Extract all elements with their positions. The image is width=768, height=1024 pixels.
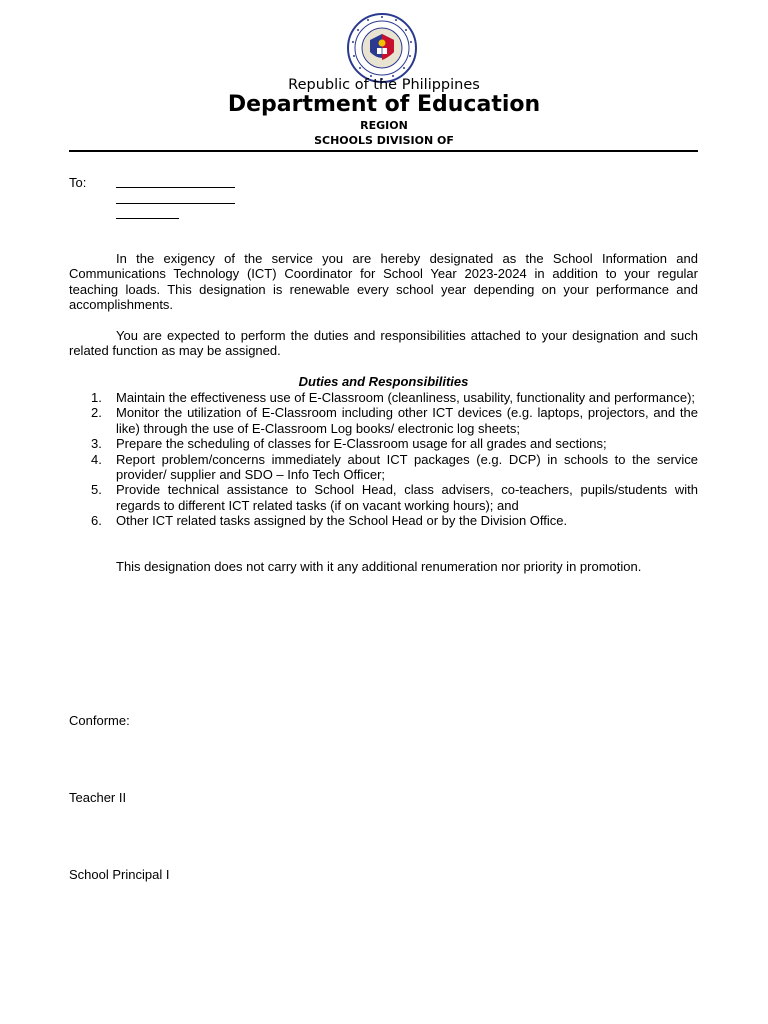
duty-item — [69, 452, 698, 483]
conforme-label: Conforme: — [69, 713, 130, 728]
duty-number: 1. — [91, 390, 102, 405]
republic-heading: Republic of the Philippines — [288, 77, 480, 93]
recipient-name-blank — [116, 187, 235, 188]
duties-title: Duties and Responsibilities — [298, 374, 469, 389]
duty-text: Prepare the scheduling of classes for E-Classroom usage for all grades and sections; — [116, 436, 607, 452]
duty-number: 6. — [91, 513, 102, 529]
header-divider — [69, 150, 698, 152]
duty-text: Report problem/concerns immediately about ICT packages (e.g. DCP) in schools to the service provider/ supplier and SDO – Info Tech Officer; — [116, 451, 698, 483]
duty-number: 3. — [91, 436, 102, 452]
deped-seal-logo — [346, 12, 418, 84]
intro-paragraph: In the exigency of the service you are hereby designated as the School Information and Communications Technology (ICT) Coordinator for School Year 2023-2024 in addition to your regular teaching loads. This designation is renewable every school year depending on your performance and accomplishments. — [69, 251, 698, 313]
division-heading: SCHOOLS DIVISION OF — [314, 134, 454, 147]
duties-list — [69, 390, 698, 529]
duty-item — [69, 390, 698, 405]
duty-text: Other ICT related tasks assigned by the School Head or by the Division Office. — [116, 513, 568, 529]
teacher-title: Teacher II — [69, 790, 127, 805]
expected-paragraph: You are expected to perform the duties and responsibilities attached to your designation and such related function as may be assigned. — [69, 328, 698, 359]
duty-text: Monitor the utilization of E-Classroom including other ICT devices (e.g. laptops, projectors, and the like) through the use of E-Classroom Log books/ electronic log sheets; — [116, 405, 698, 436]
department-heading: Department of Education — [227, 92, 541, 117]
duty-number: 2. — [91, 405, 102, 421]
closing-paragraph: This designation does not carry with it any additional renumeration nor priority in promotion. — [116, 559, 642, 574]
duty-item — [69, 405, 698, 436]
duty-number: 5. — [91, 482, 102, 498]
duty-item — [69, 436, 698, 451]
principal-title: School Principal I — [69, 867, 170, 882]
duty-item — [69, 513, 698, 528]
recipient-school-blank — [116, 218, 179, 219]
duty-text: Maintain the effectiveness use of E-Classroom (cleanliness, usability, functionality and performance); — [116, 390, 696, 405]
region-heading: REGION — [360, 119, 408, 132]
duty-text: Provide technical assistance to School Head, class advisers, co-teachers, pupils/students with regards to different ICT related tasks (if on vacant working hours); and — [116, 482, 698, 513]
to-label: To: — [69, 175, 87, 190]
duty-item — [69, 482, 698, 513]
duty-number: 4. — [91, 451, 102, 467]
recipient-position-blank — [116, 203, 235, 204]
